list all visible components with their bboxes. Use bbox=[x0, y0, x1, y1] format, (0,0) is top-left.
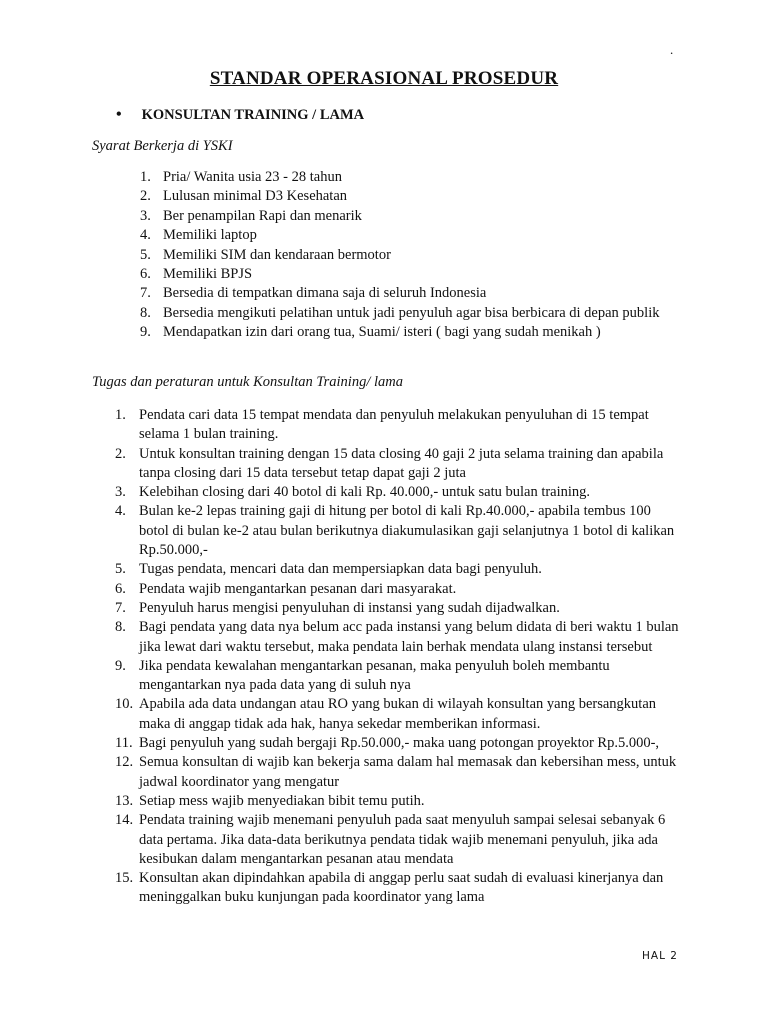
section-heading-text: KONSULTAN TRAINING / LAMA bbox=[141, 107, 365, 123]
task-item-text: Bagi penyuluh yang sudah bergaji Rp.50.000,- maka uang potongan proyektor Rp.5.000-, bbox=[139, 735, 660, 752]
requirement-item bbox=[140, 323, 670, 342]
requirement-item-text: Lulusan minimal D3 Kesehatan bbox=[163, 188, 348, 205]
task-item-number: 13. bbox=[115, 792, 134, 809]
bullet-icon: • bbox=[116, 106, 122, 123]
requirement-item-number: 5. bbox=[140, 246, 151, 263]
task-item-text: Bulan ke-2 lepas training gaji di hitung per botol di kali Rp.40.000,- apabila tembus 100 botol di bulan ke-2 atau bulan berikutnya diakumulasikan gaji selanjutnya 1 botol di kalikan Rp.50.000,- bbox=[139, 503, 675, 559]
task-item-text: Apabila ada data undangan atau RO yang bukan di wilayah konsultan yang bersangkutan maka di anggap tidak ada hak, hanya sekedar memberikan informasi. bbox=[139, 696, 657, 732]
task-item bbox=[115, 811, 680, 869]
document-title bbox=[0, 68, 768, 90]
requirement-item-number: 3. bbox=[140, 207, 151, 224]
requirement-item-text: Memiliki BPJS bbox=[163, 266, 253, 283]
task-item-text: Bagi pendata yang data nya belum acc pada instansi yang belum didata di beri waktu 1 bulan jika lewat dari waktu tersebut, maka pendata lain berhak mendata ulang instansi tersebut bbox=[139, 619, 679, 655]
requirement-item-text: Bersedia mengikuti pelatihan untuk jadi penyuluh agar bisa berbicara di depan publik bbox=[163, 304, 660, 321]
task-item-number: 15. bbox=[115, 870, 134, 887]
section-heading bbox=[116, 106, 364, 124]
requirement-item-number: 9. bbox=[140, 324, 151, 341]
tasks-heading: Tugas dan peraturan untuk Konsultan Training/ lama bbox=[92, 374, 403, 390]
task-item-number: 6. bbox=[115, 580, 126, 597]
task-item-number: 14. bbox=[115, 812, 134, 829]
requirement-item bbox=[140, 226, 670, 245]
task-item bbox=[115, 502, 680, 560]
requirement-item bbox=[140, 304, 670, 323]
task-item bbox=[115, 869, 680, 908]
task-item bbox=[115, 580, 680, 599]
task-item-number: 1. bbox=[115, 407, 126, 423]
requirement-item bbox=[140, 284, 670, 303]
requirement-item-text: Bersedia di tempatkan dimana saja di seluruh Indonesia bbox=[163, 285, 487, 302]
task-item-number: 9. bbox=[115, 657, 126, 674]
task-item-text: Pendata cari data 15 tempat mendata dan penyuluh melakukan penyuluhan di 15 tempat selama 1 bulan training. bbox=[139, 407, 649, 443]
requirement-item-number: 8. bbox=[140, 304, 151, 321]
requirement-item-number: 4. bbox=[140, 227, 151, 244]
task-item bbox=[115, 753, 680, 792]
task-item bbox=[115, 406, 680, 445]
requirement-item-text: Mendapatkan izin dari orang tua, Suami/ isteri ( bagi yang sudah menikah ) bbox=[163, 324, 601, 341]
task-item-number: 4. bbox=[115, 503, 126, 520]
task-item-number: 5. bbox=[115, 561, 126, 578]
task-item-text: Kelebihan closing dari 40 botol di kali Rp. 40.000,- untuk satu bulan training. bbox=[139, 484, 591, 501]
document-title-text: STANDAR OPERASIONAL PROSEDUR bbox=[209, 68, 559, 89]
task-item bbox=[115, 695, 680, 734]
task-item-text: Pendata training wajib menemani penyuluh pada saat menyuluh sampai selesai sebanyak 6 data pertama. Jika data-data berikutnya pendata tidak wajib menemani penyuluh, jika ada kesibukan dalam mengantarkan pesanan atau mendata bbox=[139, 812, 666, 867]
task-item bbox=[115, 657, 680, 696]
requirement-item bbox=[140, 246, 670, 265]
task-item-text: Semua konsultan di wajib kan bekerja sama dalam hal memasak dan kebersihan mess, untuk jadwal koordinator yang mengatur bbox=[139, 754, 677, 790]
requirement-item-text: Memiliki laptop bbox=[163, 227, 257, 244]
task-item bbox=[115, 483, 680, 502]
task-item bbox=[115, 599, 680, 618]
requirement-item bbox=[140, 265, 670, 284]
task-item bbox=[115, 734, 680, 753]
requirement-item bbox=[140, 187, 670, 206]
requirement-item bbox=[140, 207, 670, 226]
task-item-number: 8. bbox=[115, 619, 126, 636]
task-item-number: 2. bbox=[115, 445, 126, 462]
requirement-item bbox=[140, 168, 670, 187]
requirement-item-text: Ber penampilan Rapi dan menarik bbox=[163, 207, 362, 224]
task-item-text: Untuk konsultan training dengan 15 data closing 40 gaji 2 juta selama training dan apabila tanpa closing dari 15 data tersebut tetap dapat gaji 2 juta bbox=[139, 445, 664, 481]
tasks-list bbox=[115, 406, 680, 908]
task-item-text: Konsultan akan dipindahkan apabila di anggap perlu saat sudah di evaluasi kinerjanya dan meninggalkan buku kunjungan pada koordinator yang lama bbox=[139, 870, 664, 906]
task-item-number: 7. bbox=[115, 599, 126, 616]
page-number: HAL 2 bbox=[642, 950, 678, 962]
task-item bbox=[115, 792, 680, 811]
task-item-text: Pendata wajib mengantarkan pesanan dari masyarakat. bbox=[139, 580, 457, 597]
task-item bbox=[115, 560, 680, 579]
requirements-heading: Syarat Berkerja di YSKI bbox=[92, 138, 233, 154]
task-item-number: 11. bbox=[115, 735, 133, 752]
requirement-item-number: 1. bbox=[140, 169, 151, 185]
requirements-list bbox=[140, 168, 670, 343]
task-item bbox=[115, 618, 680, 657]
requirement-item-text: Pria/ Wanita usia 23 - 28 tahun bbox=[163, 169, 342, 185]
task-item-text: Setiap mess wajib menyediakan bibit temu putih. bbox=[139, 792, 425, 809]
task-item-number: 12. bbox=[115, 754, 134, 771]
requirement-item-number: 7. bbox=[140, 285, 151, 302]
requirement-item-number: 2. bbox=[140, 188, 151, 205]
task-item bbox=[115, 445, 680, 484]
task-item-text: Penyuluh harus mengisi penyuluhan di instansi yang sudah dijadwalkan. bbox=[139, 599, 560, 616]
top-dot-mark: . bbox=[670, 42, 674, 57]
task-item-number: 10. bbox=[115, 696, 134, 713]
task-item-text: Tugas pendata, mencari data dan mempersiapkan data bagi penyuluh. bbox=[139, 561, 542, 578]
requirement-item-text: Memiliki SIM dan kendaraan bermotor bbox=[163, 246, 391, 263]
task-item-text: Jika pendata kewalahan mengantarkan pesanan, maka penyuluh boleh membantu mengantarkan nya pada data yang di suluh nya bbox=[139, 657, 610, 694]
requirement-item-number: 6. bbox=[140, 266, 151, 283]
task-item-number: 3. bbox=[115, 484, 126, 501]
